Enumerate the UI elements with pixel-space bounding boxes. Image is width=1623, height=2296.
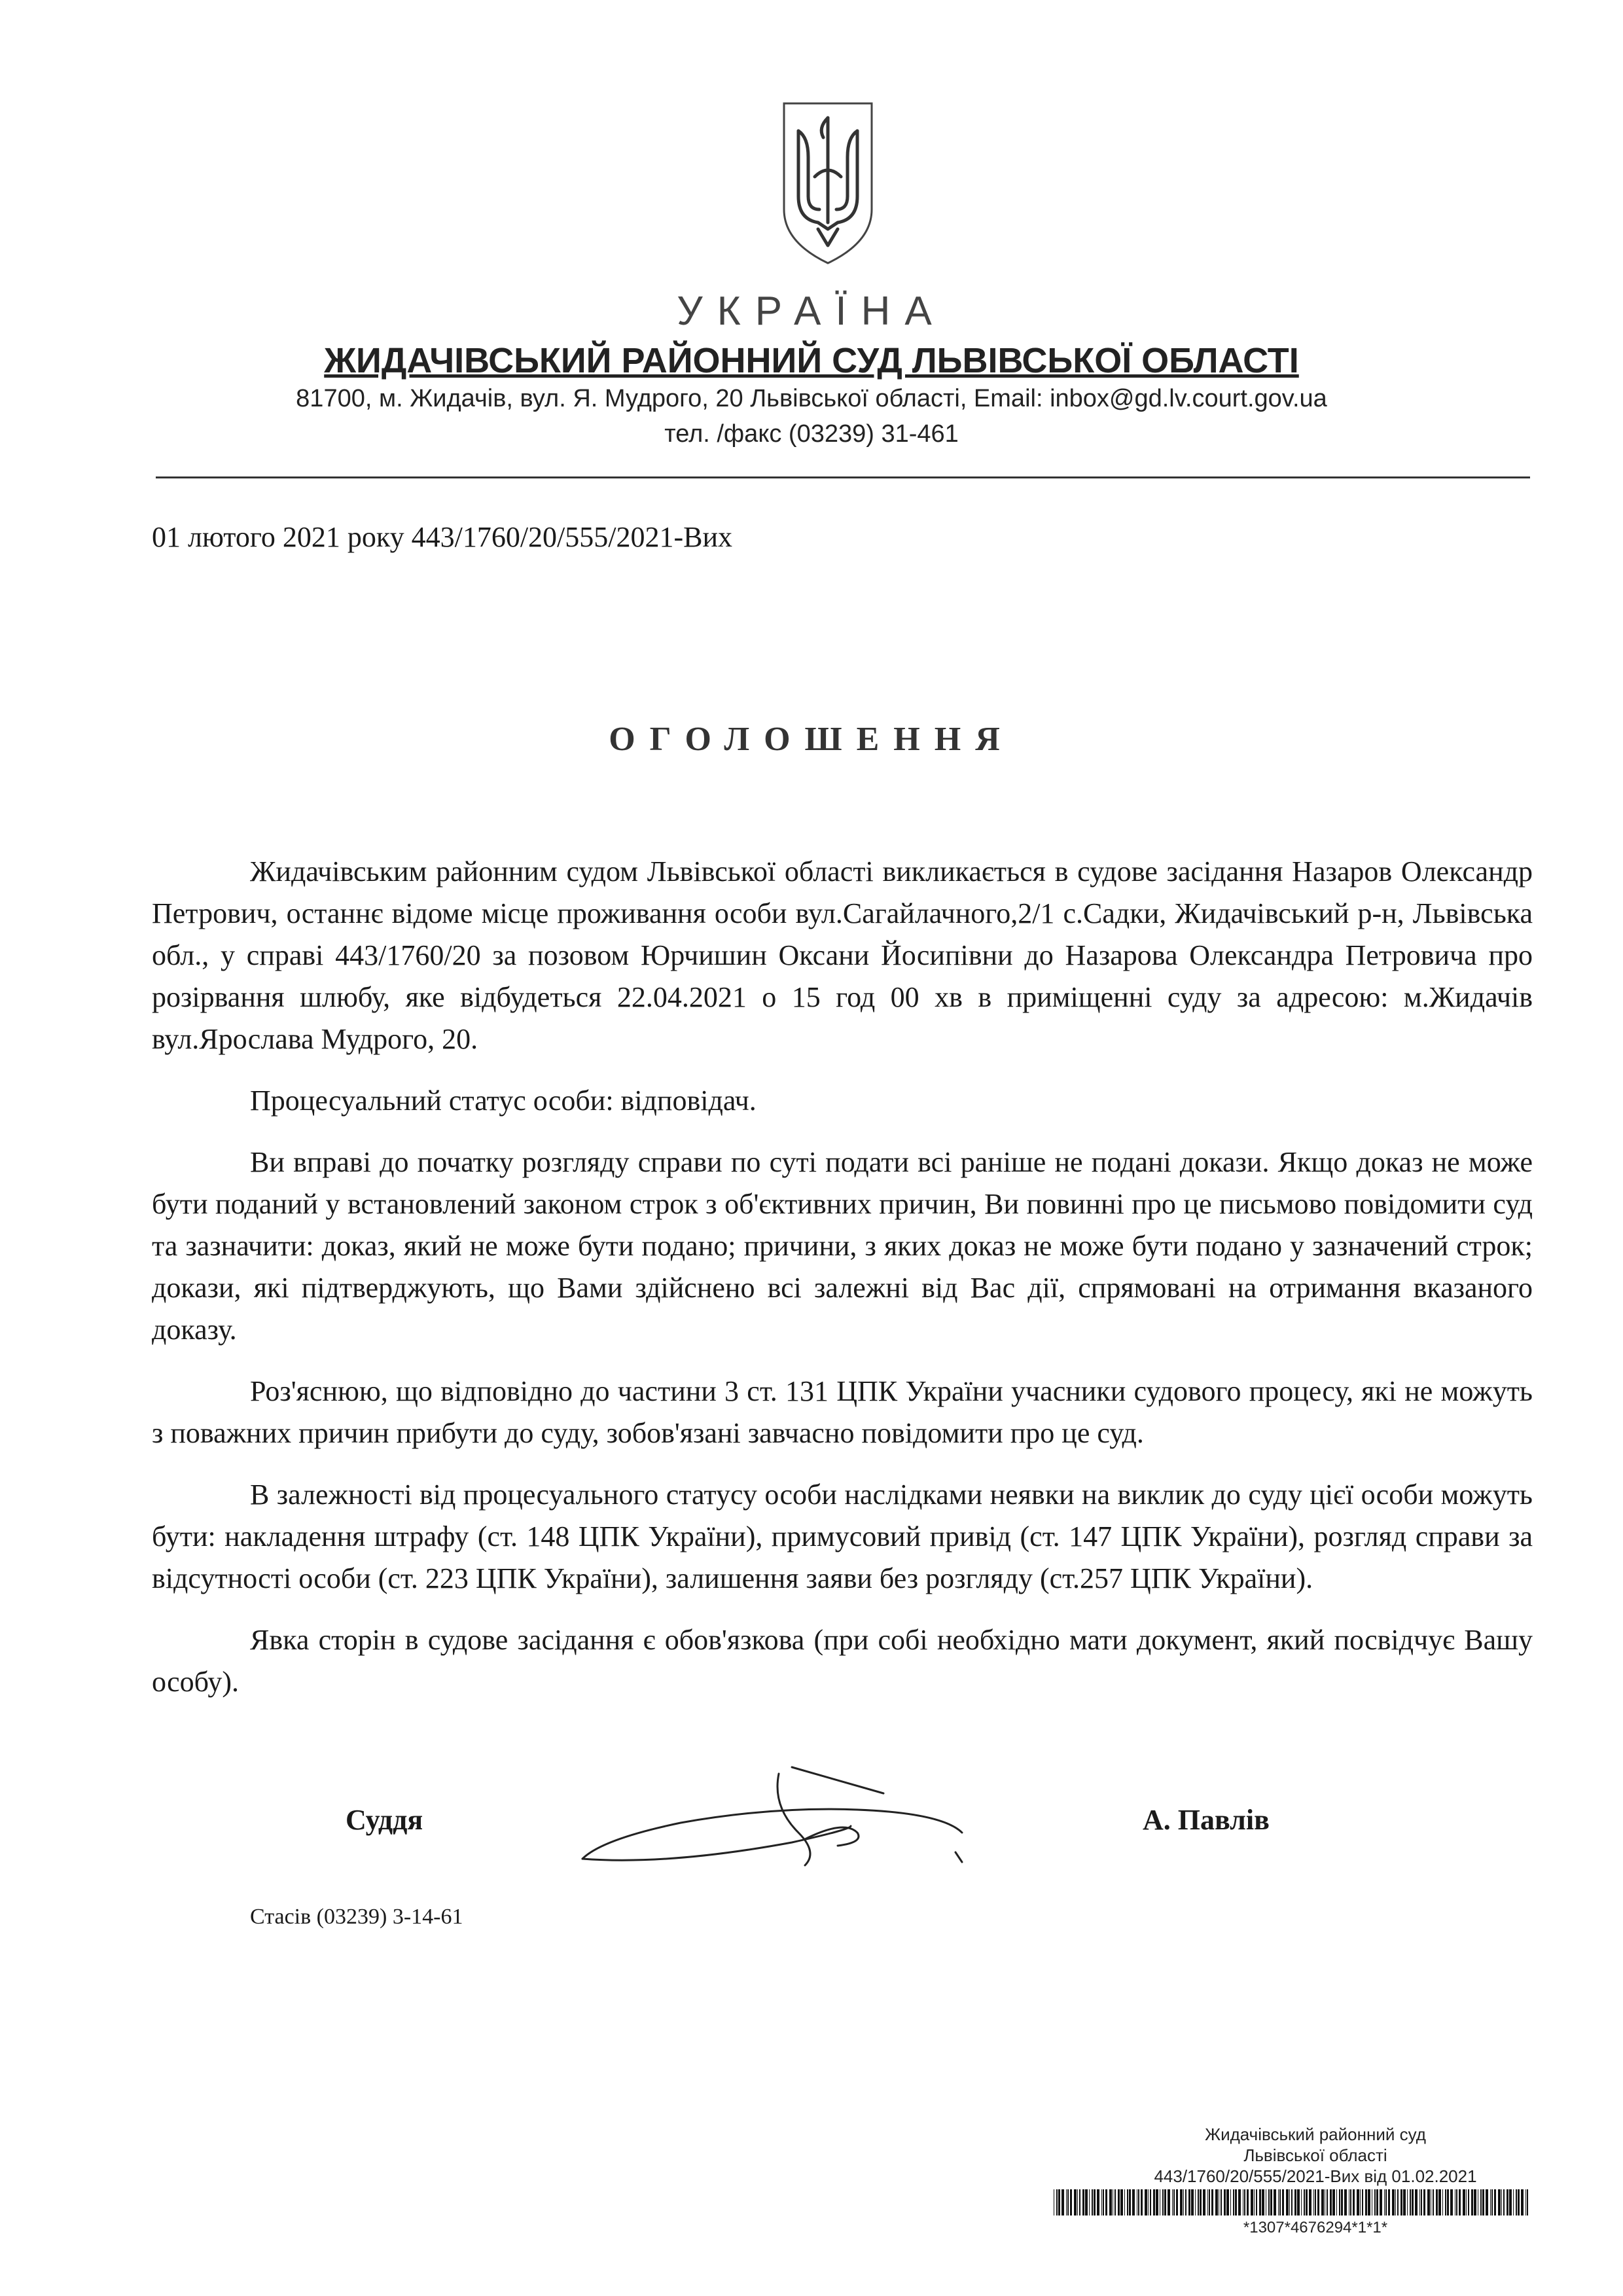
barcode-icon [1054, 2189, 1531, 2215]
barcode-bar [1127, 2189, 1128, 2215]
barcode-bar [1230, 2189, 1231, 2215]
barcode-bar [1385, 2189, 1387, 2215]
barcode-bar [1421, 2189, 1422, 2215]
barcode-bar [1077, 2189, 1078, 2215]
barcode-bar [1374, 2189, 1376, 2215]
barcode-bar [1233, 2189, 1234, 2215]
barcode-bar [1120, 2189, 1123, 2215]
signer-role: Суддя [346, 1804, 423, 1836]
barcode-bar [1244, 2189, 1245, 2215]
barcode-bar [1339, 2189, 1340, 2215]
barcode-bar [1056, 2189, 1058, 2215]
barcode-bar [1332, 2189, 1335, 2215]
barcode-bar [1070, 2189, 1072, 2215]
barcode-bar [1150, 2189, 1151, 2215]
barcode-bar [1388, 2189, 1390, 2215]
barcode-bar [1423, 2189, 1425, 2215]
barcode-bar [1357, 2189, 1359, 2215]
barcode-bar [1491, 2189, 1493, 2215]
barcode-bar [1350, 2189, 1351, 2215]
barcode-bar [1336, 2189, 1337, 2215]
barcode-bar [1410, 2189, 1411, 2215]
barcode-bar [1365, 2189, 1367, 2215]
barcode-bar [1463, 2189, 1465, 2215]
barcode-bar [1494, 2189, 1496, 2215]
barcode-bar [1306, 2189, 1308, 2215]
barcode-bar [1466, 2189, 1467, 2215]
barcode-bar [1176, 2189, 1178, 2215]
barcode-bar [1344, 2189, 1347, 2215]
barcode-bar [1330, 2189, 1332, 2215]
barcode-bar [1442, 2189, 1443, 2215]
barcode-bar [1380, 2189, 1382, 2215]
barcode-bar [1074, 2189, 1077, 2215]
barcode-bar [1164, 2189, 1166, 2215]
executor-contact: Стасів (03239) 3-14-61 [250, 1905, 463, 1929]
barcode-bar [1278, 2189, 1279, 2215]
barcode-bar [1286, 2189, 1289, 2215]
barcode-bar [1262, 2189, 1264, 2215]
registry-stamp [1080, 2124, 1551, 2187]
barcode-bar [1079, 2189, 1080, 2215]
barcode-bar [1215, 2189, 1218, 2215]
barcode-bar [1341, 2189, 1343, 2215]
barcode-bar [1200, 2189, 1202, 2215]
barcode-bar [1097, 2189, 1099, 2215]
barcode-bar [1291, 2189, 1293, 2215]
barcode-bar [1407, 2189, 1408, 2215]
barcode-bar [1109, 2189, 1112, 2215]
barcode-bar [1172, 2189, 1173, 2215]
barcode-bar [1438, 2189, 1441, 2215]
barcode-bar [1353, 2189, 1355, 2215]
court-address: 81700, м. Жидачів, вул. Я. Мудрого, 20 Львівської області, Email: inbox@gd.lv.court.gov.ua [296, 385, 1327, 412]
body-paragraph: В залежності від процесуального статусу особи наслідками неявки на виклик до суду цієї особи можуть бути: накладення штрафу (ст. 148 ЦПК України), примусовий привід (ст. 147 ЦПК України), розгляд справи за відсутності особи (ст. 223 ЦПК України), залишення заяви без розгляду (ст.257 ЦПК України). [152, 1479, 1533, 1594]
barcode-bar [1180, 2189, 1183, 2215]
barcode-bar [1527, 2189, 1528, 2215]
barcode-bar [1498, 2189, 1501, 2215]
barcode-bar [1392, 2189, 1395, 2215]
barcode-number: *1307*4676294*1*1* [1243, 2219, 1388, 2236]
header-divider [156, 476, 1530, 478]
barcode-bar [1256, 2189, 1257, 2215]
document-title: ОГОЛОШЕННЯ [609, 721, 1014, 758]
barcode-bar [1203, 2189, 1205, 2215]
barcode-bar [1092, 2189, 1093, 2215]
barcode-bar [1513, 2189, 1514, 2215]
barcode-bar [1235, 2189, 1237, 2215]
signer-name: А. Павлів [1143, 1804, 1270, 1836]
body-paragraph: Явка сторін в судове засідання є обов'язкова (при собі необхідно мати документ, який посвідчує Вашу особу). [152, 1624, 1533, 1698]
barcode-bar [1376, 2189, 1378, 2215]
body-paragraph: Ви вправі до початку розгляду справи по суті подати всі раніше не подані докази. Якщо доказ не може бути поданий у встановлений законом строк з об'єктивних причин, Ви повинні про це письмово повідомити суд та зазначити: доказ, який не може бути подано; причини, з яких доказ не може бути подано у зазначений строк; докази, які підтверджують, що Вами здійснено всі залежні від Вас дії, спрямовані на отримання вказаного доказу. [152, 1146, 1533, 1346]
registry-line: Львівської області [1243, 2145, 1387, 2165]
barcode-bar [1168, 2189, 1170, 2215]
barcode-bar [1486, 2189, 1488, 2215]
barcode-bar [1313, 2189, 1314, 2215]
barcode-bar [1447, 2189, 1449, 2215]
barcode-bar [1162, 2189, 1164, 2215]
barcode-bar [1238, 2189, 1241, 2215]
barcode-bar [1207, 2189, 1208, 2215]
body-paragraph: Роз'яснюю, що відповідно до частини 3 ст. 131 ЦПК України учасники судового процесу, які не можуть з поважних причин прибути до суду, зобов'язані завчасно повідомити про це суд. [152, 1375, 1533, 1449]
barcode-bar [1279, 2189, 1281, 2215]
barcode-bar [1400, 2189, 1402, 2215]
barcode-bar [1433, 2189, 1434, 2215]
barcode-bar [1503, 2189, 1505, 2215]
barcode-bar [1395, 2189, 1396, 2215]
barcode-bar [1362, 2189, 1363, 2215]
barcode-bar [1490, 2189, 1491, 2215]
barcode-bar [1156, 2189, 1158, 2215]
barcode-bar [1148, 2189, 1149, 2215]
barcode-bar [1268, 2189, 1270, 2215]
barcode-bar [1480, 2189, 1482, 2215]
barcode-bar [1066, 2189, 1067, 2215]
barcode-bar [1105, 2189, 1107, 2215]
barcode-bar [1309, 2189, 1311, 2215]
barcode-bar [1482, 2189, 1484, 2215]
barcode-bar [1129, 2189, 1131, 2215]
barcode-bar [1456, 2189, 1457, 2215]
barcode-bar [1183, 2189, 1184, 2215]
barcode-bar [1138, 2189, 1139, 2215]
barcode-bar [1397, 2189, 1399, 2215]
barcode-bar [1124, 2189, 1125, 2215]
date-and-reference: 01 лютого 2021 року 443/1760/20/555/2021-Вих [152, 521, 733, 553]
barcode-bar [1368, 2189, 1370, 2215]
barcode-bar [1327, 2189, 1328, 2215]
barcode-bar [1436, 2189, 1438, 2215]
barcode-bar [1226, 2189, 1229, 2215]
barcode-bar [1251, 2189, 1253, 2215]
barcode-bar [1191, 2189, 1194, 2215]
handwritten-signature-icon [576, 1761, 995, 1885]
barcode-bar [1427, 2189, 1430, 2215]
barcode-bar [1173, 2189, 1175, 2215]
barcode-bar [1297, 2189, 1300, 2215]
barcode-bar [1058, 2189, 1060, 2215]
barcode-bar [1419, 2189, 1420, 2215]
barcode-bar [1141, 2189, 1143, 2215]
barcode-bar [1471, 2189, 1473, 2215]
barcode-bar [1415, 2189, 1418, 2215]
barcode-bar [1221, 2189, 1222, 2215]
barcode-bar [1289, 2189, 1290, 2215]
document-body [152, 851, 1533, 1723]
barcode-bar [1450, 2189, 1453, 2215]
barcode-bar [1103, 2189, 1104, 2215]
barcode-bar [1315, 2189, 1316, 2215]
barcode-bar [1301, 2189, 1302, 2215]
barcode-bar [1185, 2189, 1186, 2215]
barcode-bar [1274, 2189, 1276, 2215]
barcode-bar [1518, 2189, 1520, 2215]
barcode-bar [1061, 2189, 1064, 2215]
barcode-bar [1211, 2189, 1213, 2215]
barcode-bar [1317, 2189, 1319, 2215]
barcode-bar [1384, 2189, 1385, 2215]
barcode-bar [1085, 2189, 1088, 2215]
barcode-bar [1282, 2189, 1284, 2215]
barcode-bar [1195, 2189, 1196, 2215]
barcode-bar [1501, 2189, 1502, 2215]
barcode-bar [1224, 2189, 1226, 2215]
registry-line: 443/1760/20/555/2021-Вих від 01.02.2021 [1154, 2166, 1477, 2186]
court-name: ЖИДАЧІВСЬКИЙ РАЙОННИЙ СУД ЛЬВІВСЬКОЇ ОБЛАСТІ [324, 341, 1299, 380]
barcode-bar [1132, 2189, 1135, 2215]
barcode-bar [1094, 2189, 1096, 2215]
body-paragraph: Процесуальний статус особи: відповідач. [250, 1085, 757, 1117]
barcode-bar [1507, 2189, 1508, 2215]
barcode-bar [1145, 2189, 1147, 2215]
barcode-bar [1474, 2189, 1476, 2215]
barcode-bar [1153, 2189, 1155, 2215]
barcode-bar [1412, 2189, 1414, 2215]
barcode-bar [1254, 2189, 1255, 2215]
barcode-bar [1101, 2189, 1102, 2215]
barcode-bar [1188, 2189, 1190, 2215]
barcode-bar [1468, 2189, 1469, 2215]
barcode-bar [1115, 2189, 1116, 2215]
registry-line: Жидачівський районний суд [1205, 2125, 1426, 2144]
barcode-bar [1525, 2189, 1526, 2215]
barcode-bar [1089, 2189, 1090, 2215]
barcode-bar [1294, 2189, 1296, 2215]
barcode-bar [1304, 2189, 1305, 2215]
country-name: УКРАЇНА [677, 289, 946, 334]
barcode-bar [1198, 2189, 1199, 2215]
barcode-bar [1509, 2189, 1512, 2215]
coat-of-arms-icon [779, 98, 877, 268]
barcode-bar [1082, 2189, 1084, 2215]
barcode-bar [1118, 2189, 1120, 2215]
barcode-bar [1247, 2189, 1249, 2215]
barcode-bar [1209, 2189, 1210, 2215]
body-paragraph: Жидачівським районним судом Львівської області викликається в судове засідання Назаров Олександр Петрович, останнє відоме місце проживання особи вул.Сагайлачного,2/1 с.Садки, Жидачівський р-н, Львівська обл., у справі 443/1760/20 за позовом Юрчишин Оксани Йосипівни до Назарова Олександра Петровича про розірвання шлюбу, яке відбудеться 22.04.2021 о 15 год 00 хв в приміщенні суду за адресою: м.Жидачів вул.Ярослава Мудрого, 20. [152, 855, 1533, 1055]
barcode-bar [1270, 2189, 1272, 2215]
barcode-bar [1459, 2189, 1461, 2215]
barcode-bar [1521, 2189, 1524, 2215]
barcode-bar [1360, 2189, 1361, 2215]
barcode-bar [1067, 2189, 1069, 2215]
barcode-bar [1259, 2189, 1261, 2215]
court-phone: тел. /факс (03239) 31-461 [664, 420, 959, 448]
barcode-bar [1403, 2189, 1406, 2215]
barcode-bar [1445, 2189, 1446, 2215]
barcode-bar [1321, 2189, 1324, 2215]
barcode-bar [1516, 2189, 1517, 2215]
